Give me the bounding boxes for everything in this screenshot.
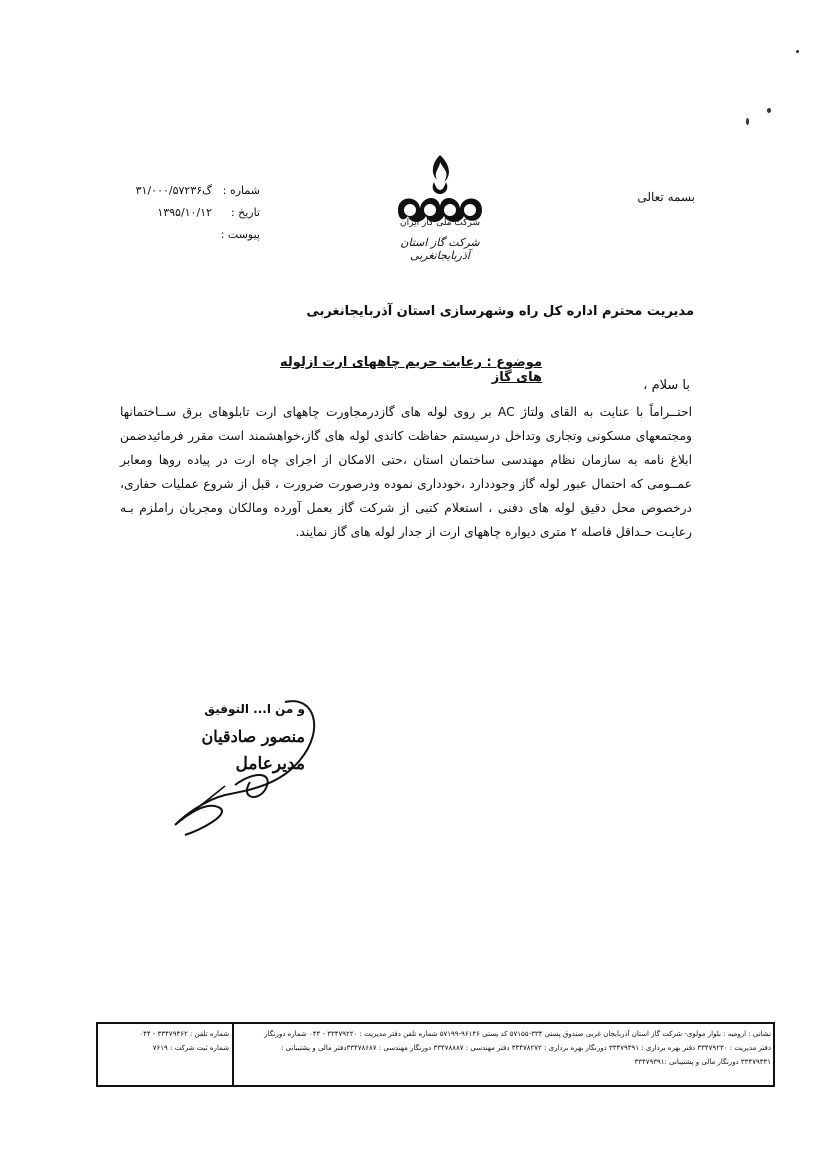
- footer-address-line: دفتر مدیریت : ۳۳۴۷۹۲۳۰ دفتر بهره برداری : ۳۳۴۷۹۳۹۱ دورنگار بهره برداری : ۳۳۴۷۸۲۷۲ دفتر مهندسی : ۳۳۴۷۸۸۸۷ دورنگار مهندسی : ۳۳۴۷۸۶۸۷دفتر مالی و پشتیبانی :: [281, 1044, 771, 1052]
- attachment-label: پیوست :: [220, 228, 260, 241]
- footer-contact: [101, 1027, 229, 1055]
- signature-closing: و من ا... التوفیق: [204, 702, 305, 716]
- signatory-name: منصور صادقیان: [201, 727, 305, 746]
- letter-body: احتــراماً با عنایت به القای ولتاژ AC بر روی لوله های گازدرمجاورت چاههای ارت تابلوهای برق ســاختمانها ومجتمعهای مسکونی وتجاری وتداخل درسیستم حفاظت کاتدی لوله های گاز،خواهشمند است مقرر فرمائیدضمن ابلاغ نامه به سازمان نظام مهندسی ساختمان استان ،حتی الامکان از اجرای چاه ارت در پیاده روها ومعابر عمــومی که احتمال عبور لوله گاز وجوددارد ،خودداری نموده ودرصورت ضرورت ، قبل از شروع عملیات حفاری، درخصوص محل دقیق لوله های دفنی ، استعلام کتبی از شرکت گاز بعمل آورده ومالکان ومجریان راملزم بـه رعایـت حـداقل فاصله ۲ متری دیواره چاههای ارت از جدار لوله های گاز نمایند.: [120, 405, 692, 539]
- attachment-row: [130, 224, 260, 246]
- footer-divider: [232, 1024, 234, 1085]
- footer-phone: شماره تلفن : ۳۳۴۷۹۴۶۲ - ۰۴۴: [139, 1030, 229, 1038]
- letter-meta: [130, 180, 260, 246]
- number-value: گ۳۱/۰۰۰/۵۷۲۳۶: [135, 184, 212, 197]
- footer-registration: شماره ثبت شرکت : ۷۶۱۹: [152, 1044, 229, 1052]
- footer-address-line: ۳۳۴۷۹۳۴۱ دورنگار مالی و پشتیبانی :۳۳۴۷۹۳۹۱: [634, 1058, 771, 1066]
- footer-address-line: نشانی : ارومیه : بلوار مولوی- شرکت گاز استان آذربایجان غربی صندوق پستی ۳۳۴-۵۷۱۵۵ کد پستی ۹۶۱۴۶-۵۷۱۹۹ شماره تلفن دفتر مدیریت : ۳۳۴۷۹۲۲۰ - ۰۴۴ شماره دورنگار: [264, 1030, 771, 1038]
- letterhead-footer: [96, 1022, 775, 1087]
- scan-speck: [746, 118, 749, 125]
- bismillah: بسمه تعالی: [637, 190, 695, 204]
- subject-line: موضوع : رعایت حریم چاههای ارت ازلوله های گاز: [280, 355, 542, 385]
- logo-text-provincial: شرکت گاز استان آذربایجانغربی: [400, 236, 480, 262]
- recipient-line: مدیریت محترم اداره کل راه وشهرسازی استان آذربایجانغربی: [306, 304, 694, 319]
- date-value: ۱۳۹۵/۱۰/۱۲: [157, 206, 212, 219]
- footer-address: [238, 1027, 771, 1069]
- scan-speck: [796, 50, 799, 53]
- scan-speck: [767, 108, 771, 113]
- salutation: با سلام ،: [643, 378, 690, 393]
- signatory-title: مدیرعامل: [235, 754, 305, 774]
- date-row: [130, 202, 260, 224]
- date-label: تاریخ :: [230, 206, 260, 219]
- logo-text-national: شرکت ملی گاز ایران: [400, 218, 480, 228]
- number-row: [130, 180, 260, 202]
- number-label: شماره :: [222, 184, 260, 197]
